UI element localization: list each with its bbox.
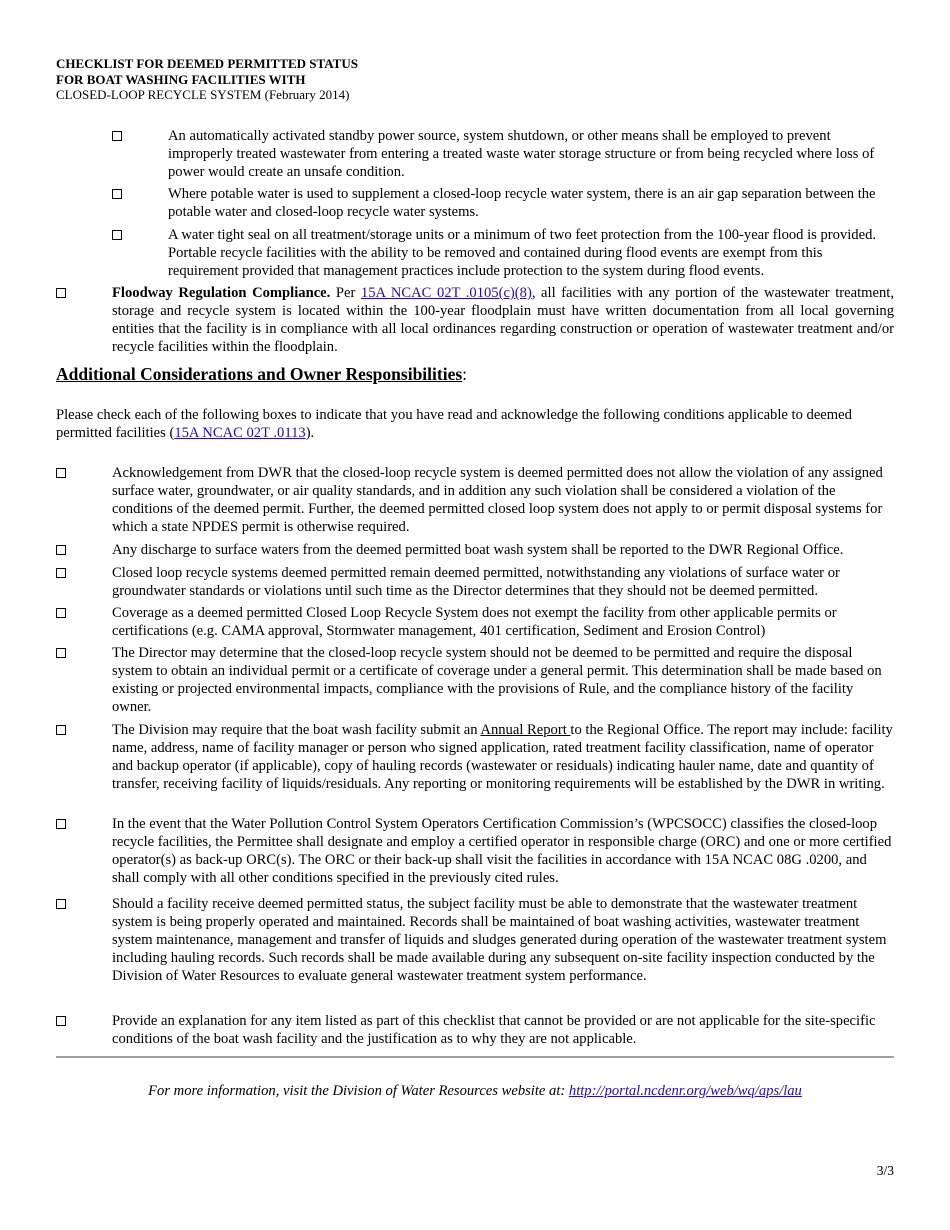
floodway-pre: Per (330, 285, 361, 301)
checklist-item-text: Where potable water is used to supplement a closed-loop recycle water system, there is an air gap separation between the potable water and closed-loop recycle water systems. (168, 186, 876, 220)
footer: For more information, visit the Division of Water Resources website at: http://portal.ncdenr.org/web/wq/aps/lau (148, 1083, 802, 1099)
annual-report-term: Annual Report (480, 722, 571, 738)
checkbox[interactable] (56, 288, 66, 298)
checkbox[interactable] (56, 819, 66, 829)
checklist-item-text: Any discharge to surface waters from the deemed permitted boat wash system shall be reported to the DWR Regional Office. (112, 542, 844, 558)
intro-rule-link[interactable]: 15A NCAC 02T .0113 (174, 425, 306, 441)
checklist-item-text: Closed loop recycle systems deemed permitted remain deemed permitted, notwithstanding any violations of surface water or groundwater standards or violations until such time as the Director determines that they should not be deemed permitted. (112, 565, 840, 599)
floodway-rule-link[interactable]: 15A NCAC 02T .0105(c)(8) (360, 285, 532, 301)
checkbox[interactable] (56, 648, 66, 658)
divider (56, 1056, 894, 1058)
header-line-3: CLOSED-LOOP RECYCLE SYSTEM (February 2014) (56, 87, 350, 102)
floodway-post: , all facilities with any portion of the wastewater treatment, storage and recycle system is located within the 100-year floodplain must have written documentation from all local governing entities that the facility is in compliance with all local ordinances regarding construction or operation of wastewater treatment and/or recycle facilities within the floodplain. (112, 285, 894, 355)
intro-paragraph: Please check each of the following boxes to indicate that you have read and acknowledge the following conditions applicable to deemed permitted facilities (15A NCAC 02T .0113). (56, 407, 852, 441)
checkbox[interactable] (56, 899, 66, 909)
checkbox[interactable] (56, 545, 66, 555)
checklist-item-text: Should a facility receive deemed permitted status, the subject facility must be able to demonstrate that the wastewater treatment system is being properly operated and maintained. Records shall be maintained of boat washing activities, wastewater treatment system maintenance, management and transfer of liquids and sludges generated during operation of the wastewater treatment system including hauling records. Such records shall be made available during any subsequent on-site facility inspection conducted by the Division of Water Resources to evaluate general wastewater treatment system performance. (112, 896, 887, 984)
checklist-item-text: In the event that the Water Pollution Control System Operators Certification Commission’s (WPCSOCC) classifies the closed-loop recycle facilities, the Permittee shall designate and employ a certified operator in responsible charge (ORC) and one or more certified operator(s) as back-up ORC(s). The ORC or their back-up shall visit the facilities in accordance with 15A NCAC 08G .0200, and shall comply with all other conditions specified in the previously cited rules. (112, 816, 892, 886)
checklist-item-text: Acknowledgement from DWR that the closed-loop recycle system is deemed permitted does not allow the violation of any assigned surface water, groundwater, or air quality standards, and in addition any such violation shall be considered a violation of the conditions of the deemed permit. Further, the deemed permitted closed loop system does not apply to or permit disposal systems for which a state NPDES permit is otherwise required. (112, 465, 883, 535)
checkbox[interactable] (112, 230, 122, 240)
document-header (56, 56, 358, 103)
checkbox[interactable] (56, 725, 66, 735)
checkbox[interactable] (56, 1016, 66, 1026)
floodway-heading: Floodway Regulation Compliance. (112, 285, 331, 301)
section-title: Additional Considerations and Owner Responsibilities: (56, 364, 468, 384)
checklist-item-text: The Division may require that the boat wash facility submit an Annual Report to the Regional Office. The report may include: facility name, address, name of facility manager or person who signed application, rated treatment facility classification, name of operator and backup operator (if applicable), copy of hauling records (wastewater or residuals) indicating hauler name, date and quantity of transfer, receiving facility of liquids/residuals. Any reporting or monitoring requirements will be established by the DWR in writing. (112, 722, 893, 792)
header-line-1: CHECKLIST FOR DEEMED PERMITTED STATUS (56, 56, 358, 71)
dwr-website-link[interactable]: http://portal.ncdenr.org/web/wq/aps/lau (568, 1083, 802, 1099)
checklist-item-text: Coverage as a deemed permitted Closed Loop Recycle System does not exempt the facility from other applicable permits or certifications (e.g. CAMA approval, Stormwater management, 401 certification, Sediment and Erosion Control) (112, 605, 837, 639)
checklist-item-text (112, 284, 894, 356)
document-page (56, 0, 894, 1230)
checkbox[interactable] (56, 608, 66, 618)
checkbox[interactable] (112, 189, 122, 199)
checklist-item-text: An automatically activated standby power source, system shutdown, or other means shall be employed to prevent improperly treated wastewater from entering a treated waste water storage structure or from being recycled where loss of power would create an unsafe condition. (168, 128, 875, 180)
checklist-item-text: Provide an explanation for any item listed as part of this checklist that cannot be provided or are not applicable for the site-specific conditions of the boat wash facility and the justification as to why they are not applicable. (112, 1013, 876, 1047)
checklist-item-text: A water tight seal on all treatment/storage units or a minimum of two feet protection from the 100-year flood is provided. Portable recycle facilities with the ability to be removed and contained during flood events are exempt from this requirement provided that management practices include protection to the system during flood events. (168, 227, 877, 279)
checkbox[interactable] (56, 568, 66, 578)
checkbox[interactable] (56, 468, 66, 478)
page-number: 3/3 (876, 1163, 894, 1178)
checkbox[interactable] (112, 131, 122, 141)
header-line-2: FOR BOAT WASHING FACILITIES WITH (56, 71, 306, 87)
checklist-item-text: The Director may determine that the closed-loop recycle system should not be deemed to be permitted and require the disposal system to obtain an individual permit or a certificate of coverage under a general permit. This determination shall be made based on existing or projected environmental impacts, compliance with the provisions of Rule, and the compliance history of the facility owner. (112, 645, 882, 715)
